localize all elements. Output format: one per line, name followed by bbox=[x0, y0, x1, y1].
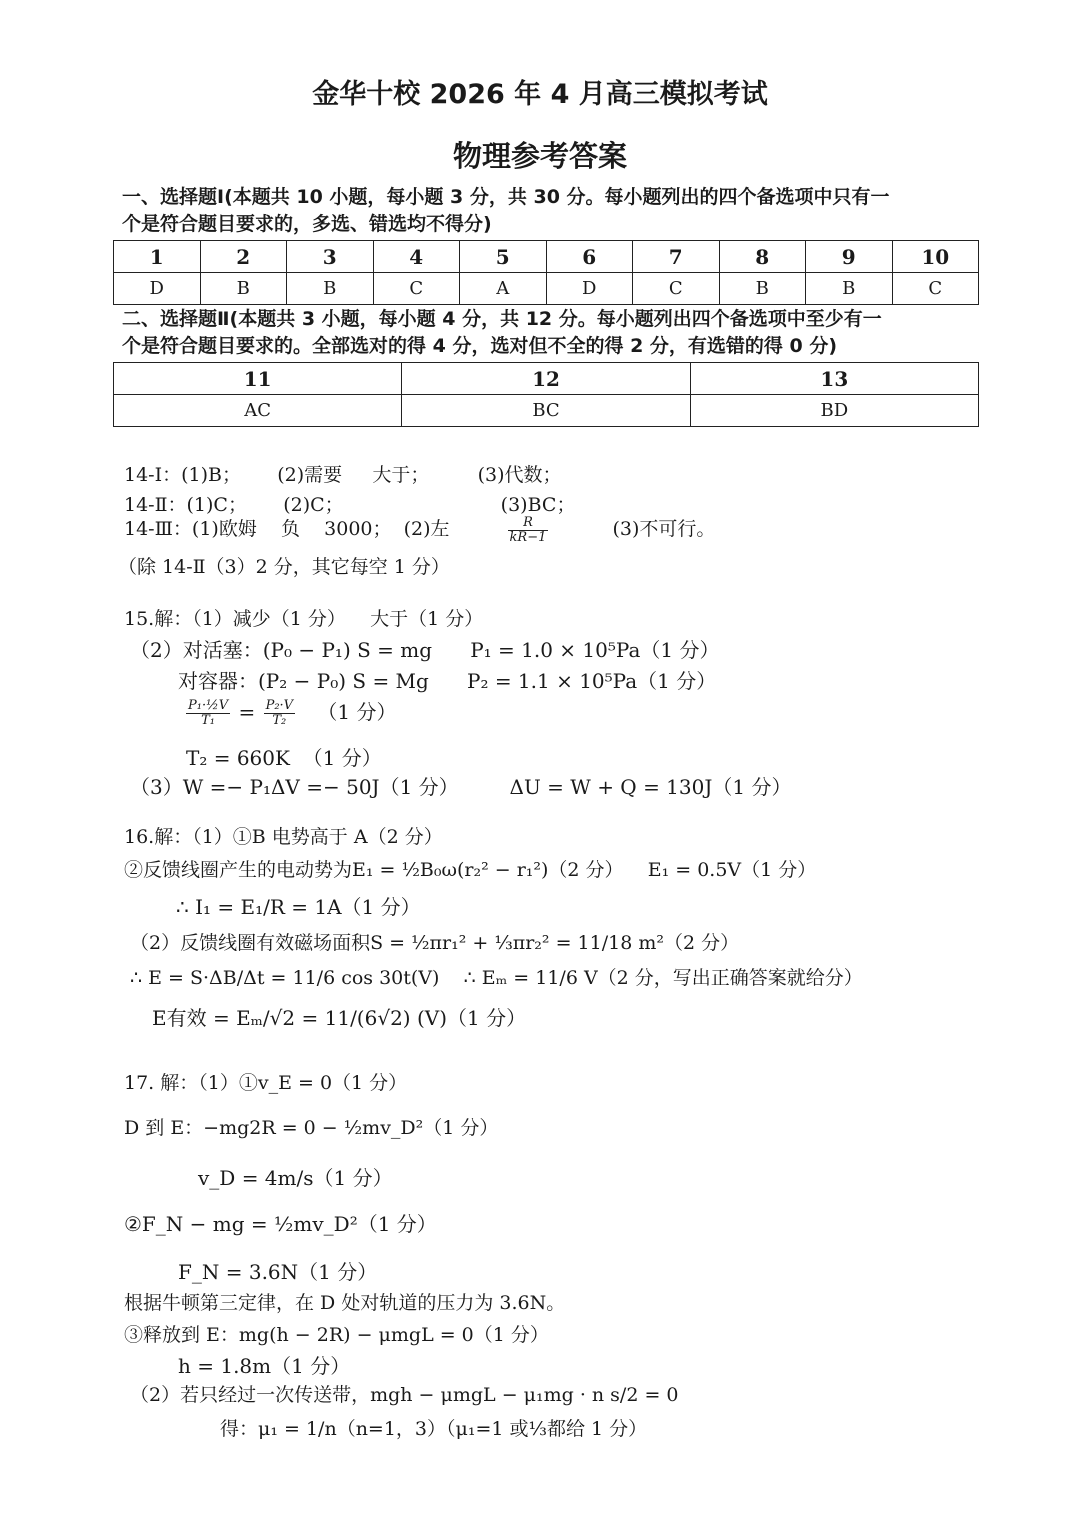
question-number: 8 bbox=[719, 241, 806, 273]
q17-line5: F_N = 3.6N（1 分） bbox=[178, 1260, 378, 1284]
q16-line6: E有效 = Eₘ/√2 = 11/(6√2) (V)（1 分） bbox=[152, 1006, 527, 1030]
q17-line6: 根据牛顿第三定律，在 D 处对轨道的压力为 3.6N。 bbox=[124, 1292, 566, 1314]
question-number: 6 bbox=[546, 241, 633, 273]
section1-desc bbox=[122, 184, 982, 238]
section2-desc-line1: 二、选择题Ⅱ(本题共 3 小题，每小题 4 分，共 12 分。每小题列出四个备选项中至少有一 bbox=[122, 308, 882, 330]
fraction-numerator: P₂·V bbox=[265, 698, 294, 713]
question-number: 7 bbox=[633, 241, 720, 273]
q17-line4: ②F_N − mg = ½mv_D²（1 分） bbox=[124, 1212, 437, 1236]
q16-line3: ∴ I₁ = E₁/R = 1A（1 分） bbox=[176, 895, 421, 919]
q14-line3 bbox=[124, 514, 715, 545]
q14-fraction bbox=[508, 516, 549, 545]
section2-answer-table bbox=[113, 362, 979, 427]
q16-line2: ②反馈线圈产生的电动势为E₁ = ½B₀ω(r₂² − r₁²)（2 分） E₁ = 0.5V（1 分） bbox=[124, 859, 817, 881]
section2-desc-line2: 个是符合题目要求的。全部选对的得 4 分，选对但不全的得 2 分，有选错的得 0 分) bbox=[122, 335, 838, 357]
question-number: 9 bbox=[806, 241, 893, 273]
question-number: 11 bbox=[114, 363, 402, 395]
answer-cell: BC bbox=[402, 395, 690, 427]
q15-fraction-right bbox=[264, 699, 295, 728]
q15-line4-score: （1 分） bbox=[317, 700, 397, 724]
question-number: 2 bbox=[200, 241, 287, 273]
table-row bbox=[114, 273, 979, 305]
q16-line4: （2）反馈线圈有效磁场面积S = ½πr₁² + ⅓πr₂² = 11/18 m²（2 分） bbox=[130, 932, 740, 954]
q15-fraction-left bbox=[186, 699, 230, 728]
q15-line4 bbox=[184, 696, 397, 728]
q15-line2: （2）对活塞：(P₀ − P₁) S = mg P₁ = 1.0 × 10⁵Pa（1 分） bbox=[130, 638, 720, 662]
table-row bbox=[114, 363, 979, 395]
q14-line3-text: 14-Ⅲ：(1)欧姆 负 3000； (2)左 bbox=[124, 518, 450, 540]
answer-cell: BD bbox=[690, 395, 978, 427]
q15-line6: （3）W =− P₁ΔV =− 50J（1 分） ΔU = W + Q = 130J（1 分） bbox=[130, 775, 792, 799]
answer-cell: D bbox=[114, 273, 201, 305]
answer-cell: B bbox=[200, 273, 287, 305]
q17-line9: （2）若只经过一次传送带，mgh − μmgL − μ₁mg · n s/2 = 0 bbox=[130, 1384, 679, 1406]
question-number: 1 bbox=[114, 241, 201, 273]
equals-sign: = bbox=[238, 700, 256, 724]
fraction-denominator: T₁ bbox=[201, 713, 215, 728]
question-number: 3 bbox=[287, 241, 374, 273]
section1-desc-line2: 个是符合题目要求的，多选、错选均不得分) bbox=[122, 213, 492, 235]
table-row bbox=[114, 395, 979, 427]
q16-line1: 16.解：（1）①B 电势高于 A（2 分） bbox=[124, 826, 443, 848]
q16-line5: ∴ E = S·ΔB/Δt = 11/6 cos 30t(V) ∴ Eₘ = 11/6 V（2 分，写出正确答案就给分） bbox=[130, 967, 863, 989]
answer-cell: D bbox=[546, 273, 633, 305]
answer-cell: AC bbox=[114, 395, 402, 427]
q15-line1: 15.解：（1）减少（1 分） 大于（1 分） bbox=[124, 608, 484, 630]
fraction-numerator: R bbox=[508, 516, 549, 531]
answer-cell: C bbox=[633, 273, 720, 305]
question-number: 12 bbox=[402, 363, 690, 395]
q17-line10: 得：μ₁ = 1/n（n=1，3）（μ₁=1 或⅓都给 1 分） bbox=[220, 1418, 648, 1440]
fraction-denominator: T₂ bbox=[272, 713, 287, 728]
question-number: 5 bbox=[460, 241, 547, 273]
q14-line3-tail: (3)不可行。 bbox=[612, 518, 716, 540]
answer-cell: B bbox=[719, 273, 806, 305]
q17-line7: ③释放到 E：mg(h − 2R) − μmgL = 0（1 分） bbox=[124, 1324, 549, 1346]
q17-line2: D 到 E：−mg2R = 0 − ½mv_D²（1 分） bbox=[124, 1117, 499, 1139]
table-row bbox=[114, 241, 979, 273]
subject-title: 物理参考答案 bbox=[452, 139, 627, 173]
question-number: 13 bbox=[690, 363, 978, 395]
fraction-numerator: P₁·½V bbox=[188, 698, 229, 713]
section2-desc bbox=[122, 306, 982, 360]
fraction-denominator: kR−1 bbox=[509, 529, 547, 545]
question-number: 10 bbox=[892, 241, 979, 273]
answer-cell: B bbox=[806, 273, 893, 305]
answer-cell: B bbox=[287, 273, 374, 305]
exam-title: 金华十校 2026 年 4 月高三模拟考试 bbox=[312, 79, 768, 110]
answer-cell: A bbox=[460, 273, 547, 305]
q15-line5: T₂ = 660K （1 分） bbox=[186, 746, 382, 770]
q14-line2: 14-Ⅱ：(1)C； (2)C； (3)BC； bbox=[124, 494, 576, 516]
answer-cell: C bbox=[373, 273, 460, 305]
section1-desc-line1: 一、选择题Ⅰ(本题共 10 小题，每小题 3 分，共 30 分。每小题列出的四个备选项中只有一 bbox=[122, 186, 890, 208]
q17-line1: 17. 解：（1）①v_E = 0（1 分） bbox=[124, 1072, 408, 1094]
q14-note: （除 14-Ⅱ（3）2 分，其它每空 1 分） bbox=[118, 556, 450, 578]
question-number: 4 bbox=[373, 241, 460, 273]
q15-line3: 对容器：(P₂ − P₀) S = Mg P₂ = 1.1 × 10⁵Pa（1 分） bbox=[178, 669, 717, 693]
q17-line3: v_D = 4m/s（1 分） bbox=[198, 1166, 393, 1190]
answer-cell: C bbox=[892, 273, 979, 305]
q17-line8: h = 1.8m（1 分） bbox=[178, 1354, 351, 1378]
section1-answer-table bbox=[113, 240, 979, 305]
q14-line1: 14-Ⅰ：(1)B； (2)需要 大于； (3)代数； bbox=[124, 464, 562, 486]
